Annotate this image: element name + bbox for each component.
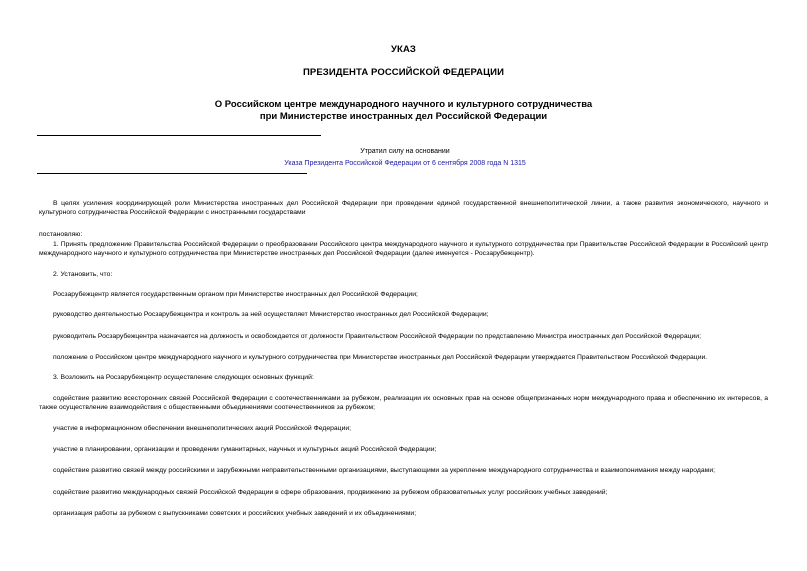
document-heading-line-2: при Министерстве иностранных дел Российской Федерации — [259, 111, 548, 122]
intro-paragraph: В целях усиления координирующей роли Министерства иностранных дел Российской Федерации при проведении единой государственной внешнеполитической линии, а также развития экономического, научного и культурного сотрудничества Российской Федерации с иностранными государствами — [39, 200, 768, 217]
decree-word: постановляю: — [39, 231, 83, 238]
status-note: Утратил силу на основании — [360, 148, 450, 155]
item-2-a: Росзарубежцентр является государственным органом при Министерстве иностранных дел Российской Федерации; — [53, 291, 418, 298]
item-2: 2. Установить, что: — [53, 271, 113, 278]
item-3-a: содействие развитию всесторонних связей Российской Федерации с соотечественниками за рубежом, реализации их основных прав на основе общепризнанных норм международного права и обеспечению их интересов, а также осуществление взаимодействия с общественными объединениями соотечественников за рубежом; — [39, 395, 768, 412]
item-3-e: содействие развитию международных связей Российской Федерации в сфере образования, продвижению за рубежом образовательных услуг российских учебных заведений; — [53, 489, 608, 496]
item-3-d: содействие развитию связей между российскими и зарубежными неправительственными организациями, выступающими за укрепление международного сотрудничества и взаимопонимания между народами; — [53, 467, 716, 474]
item-3-b: участие в информационном обеспечении внешнеполитических акций Российской Федерации; — [53, 425, 352, 432]
divider-top — [37, 135, 321, 136]
item-3-c: участие в планировании, организации и проведении гуманитарных, научных и культурных акций Российской Федерации; — [53, 446, 437, 453]
item-3: 3. Возложить на Росзарубежцентр осуществление следующих основных функций: — [53, 374, 314, 381]
divider-bottom — [37, 173, 307, 174]
document-subtitle: ПРЕЗИДЕНТА РОССИЙСКОЙ ФЕДЕРАЦИИ — [302, 67, 505, 78]
status-link[interactable]: Указа Президента Российской Федерации от 6 сентября 2008 года N 1315 — [284, 160, 526, 167]
item-2-b: руководство деятельностью Росзарубежцентра и контроль за ней осуществляет Министерство иностранных дел Российской Федерации; — [53, 311, 489, 318]
item-1: 1. Принять предложение Правительства Российской Федерации о преобразовании Российского центра международного научного и культурного сотрудничества при Правительстве Российской Федерации в Российский центр международного научного и культурного сотрудничества при Министерстве иностранных дел Российской Федерации (далее именуется - Росзарубежцентр). — [39, 241, 768, 258]
item-2-c: руководитель Росзарубежцентра назначается на должность и освобождается от должности Правительством Российской Федерации по представлению Министра иностранных дел Российской Федерации; — [53, 333, 701, 340]
document-title: УКАЗ — [391, 44, 416, 55]
document-heading-line-1: О Российском центре международного научного и культурного сотрудничества — [214, 99, 593, 110]
item-2-d: положение о Российском центре международного научного и культурного сотрудничества при Министерстве иностранных дел Российской Федерации утверждается Правительством Российской Федерации. — [53, 354, 708, 361]
item-3-f: организация работы за рубежом с выпускниками советских и российских учебных заведений и их объединениями; — [53, 510, 417, 517]
